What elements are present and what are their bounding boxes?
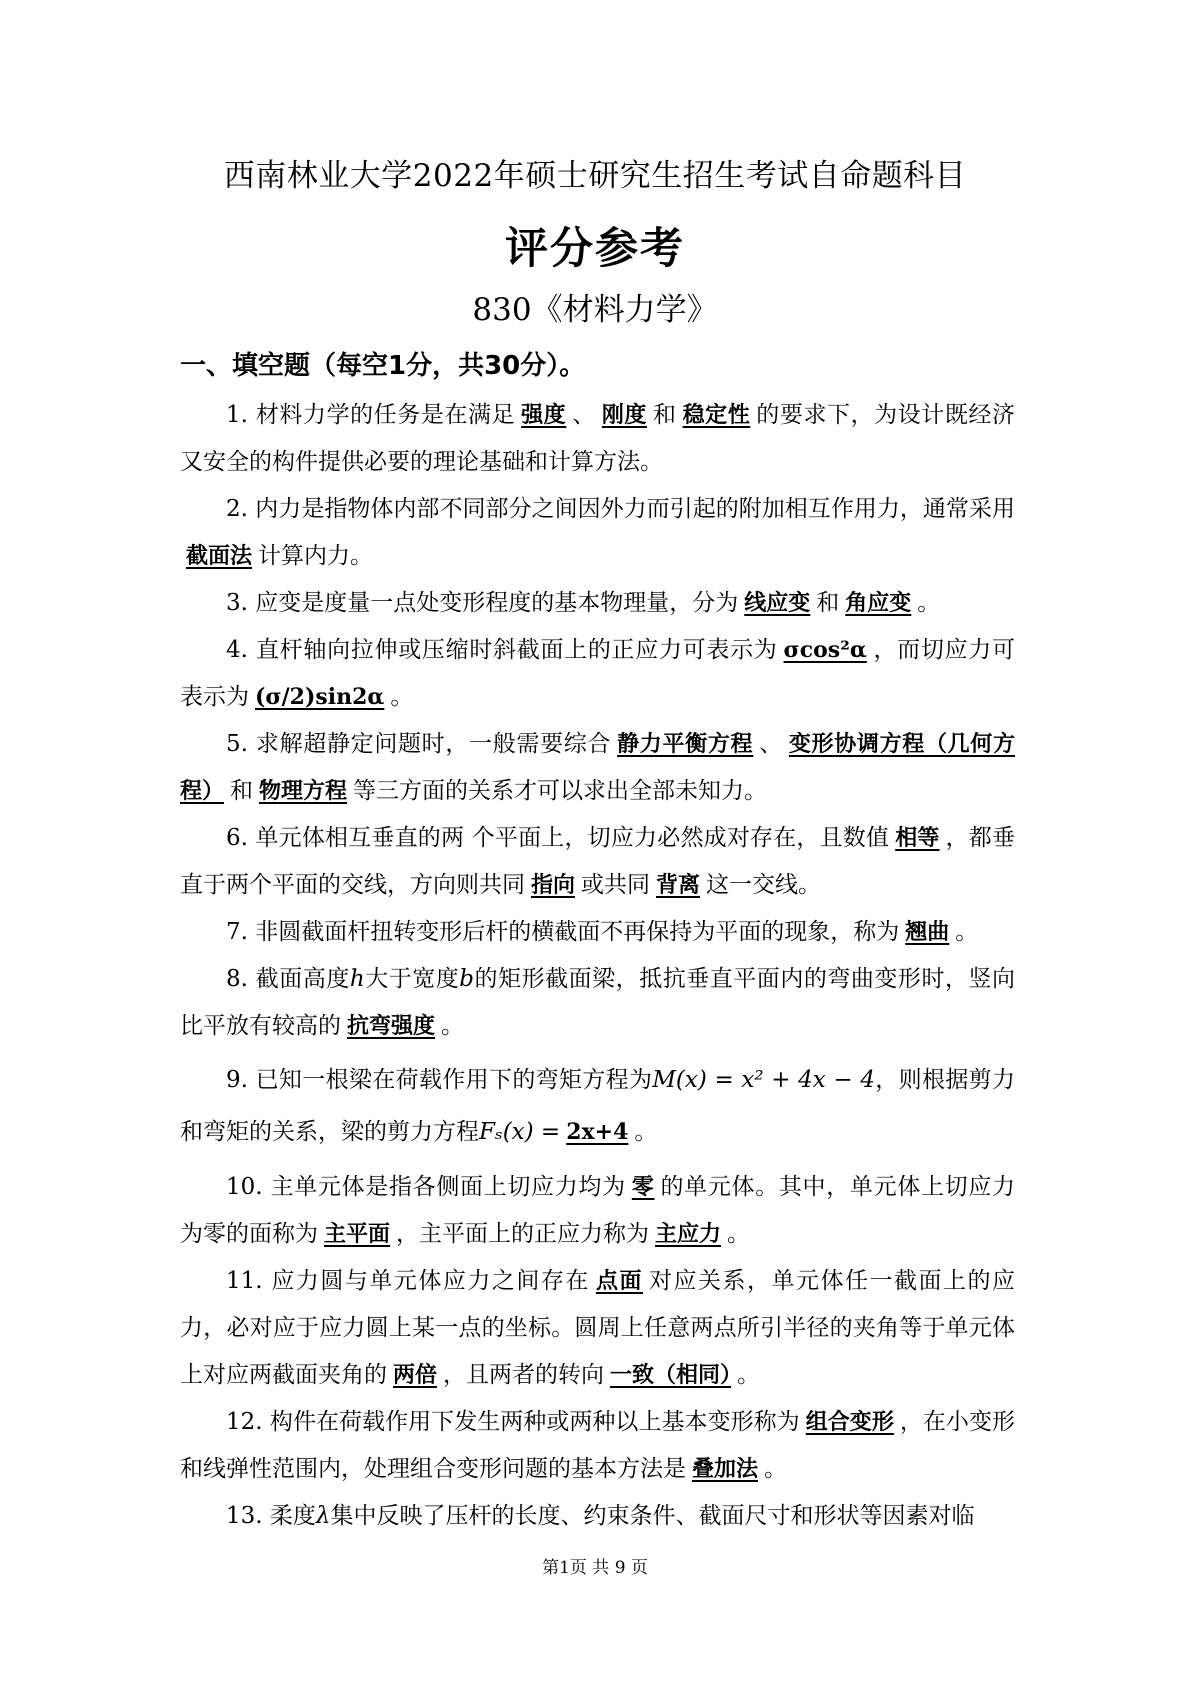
question-10: 10. 主单元体是指各侧面上切应力均为 零 的单元体。其中，单元体上切应力为零的面称为 主平面 ，主平面上的正应力称为 主应力 。 — [180, 1174, 1015, 1247]
answer: 抗弯强度 — [347, 1014, 436, 1039]
answer: 线应变 — [744, 591, 811, 616]
answer: 2x+4 — [566, 1119, 629, 1145]
question-5: 5. 求解超静定问题时，一般需要综合 静力平衡方程 、 变形协调方程（几何方程） 和 物理方程 等三方面的关系才可以求出全部未知力。 — [180, 731, 1015, 804]
equation: M(x) = x² + 4x − 4 — [652, 1067, 875, 1093]
answer: 翘曲 — [905, 920, 950, 945]
course-title: 830《材料力学》 — [472, 292, 718, 328]
variable: λ — [315, 1503, 331, 1529]
answer: 刚度 — [601, 403, 647, 428]
section-heading: 一、填空题（每空1分，共30分）。 — [180, 351, 586, 381]
question-3: 3. 应变是度量一点处变形程度的基本物理量，分为 线应变 和 角应变 。 — [226, 590, 941, 616]
question-9: 9. 已知一根梁在荷载作用下的弯矩方程为M(x) = x² + 4x − 4，则根据剪力和弯矩的关系，梁的剪力方程Fₛ(x) = 2x+4 。 — [180, 1067, 1016, 1145]
question-8: 8. 截面高度h大于宽度b的矩形截面梁，抵抗垂直平面内的弯曲变形时，竖向比平放有较高的 抗弯强度 。 — [180, 966, 1015, 1039]
question-6: 6. 单元体相互垂直的两 个平面上，切应力必然成对存在，且数值 相等 ，都垂直于两个平面的交线，方向则共同 指向 或共同 背离 这一交线。 — [180, 825, 1015, 898]
question-13: 13. 柔度λ集中反映了压杆的长度、约束条件、截面尺寸和形状等因素对临 — [226, 1503, 975, 1529]
variable: h — [349, 966, 365, 992]
answer: 截面法 — [186, 544, 253, 569]
page-footer: 第1页 共 9 页 — [542, 1558, 648, 1578]
answer: 背离 — [656, 873, 701, 898]
answer: 变形协调方程（几何方程） — [180, 732, 1015, 804]
answer: 角应变 — [845, 591, 912, 616]
answer: 强度 — [521, 403, 567, 428]
answer: 一致（相同） — [610, 1363, 732, 1388]
answer: 主平面 — [324, 1222, 391, 1247]
question-12: 12. 构件在荷载作用下发生两种或两种以上基本变形称为 组合变形 ，在小变形和线弹性范围内，处理组合变形问题的基本方法是 叠加法 。 — [180, 1409, 1015, 1482]
answer: 主应力 — [655, 1222, 722, 1247]
question-2: 2. 内力是指物体内部不同部分之间因外力而引起的附加相互作用力，通常采用截面法 计算内力。 — [180, 486, 1015, 580]
answer: 点面 — [595, 1269, 643, 1294]
answer: 相等 — [895, 826, 940, 851]
answer: 静力平衡方程 — [617, 732, 754, 757]
answer: 两倍 — [393, 1363, 438, 1388]
answer: 稳定性 — [682, 403, 751, 428]
variable: b — [459, 966, 475, 992]
answer: 组合变形 — [805, 1410, 894, 1435]
doc-subtitle: 评分参考 — [505, 224, 685, 274]
exam-title: 西南林业大学2022年硕士研究生招生考试自命题科目 — [223, 158, 967, 194]
answer: σcos²α — [783, 637, 867, 663]
question-4: 4. 直杆轴向拉伸或压缩时斜截面上的正应力可表示为 σcos²α ，而切应力可表示为 (σ/2)sin2α 。 — [180, 637, 1016, 710]
equation: Fₛ(x) = — [479, 1119, 561, 1145]
answer: 指向 — [531, 873, 576, 898]
question-11: 11. 应力圆与单元体应力之间存在 点面 对应关系，单元体任一截面上的应力，必对应于应力圆上某一点的坐标。圆周上任意两点所引半径的夹角等于单元体上对应两截面夹角的 两倍 ，且两者的转向 一致（相同） 。 — [180, 1268, 1015, 1388]
answer: 叠加法 — [692, 1457, 759, 1482]
question-7: 7. 非圆截面杆扭转变形后杆的横截面不再保持为平面的现象，称为 翘曲 。 — [226, 919, 979, 945]
question-list — [180, 392, 1015, 1540]
answer: 物理方程 — [259, 779, 348, 804]
answer: (σ/2)sin2α — [255, 684, 385, 710]
question-1: 1. 材料力学的任务是在满足 强度 、 刚度 和 稳定性 的要求下，为设计既经济又安全的构件提供必要的理论基础和计算方法。 — [180, 402, 1016, 475]
answer: 零 — [631, 1175, 655, 1200]
